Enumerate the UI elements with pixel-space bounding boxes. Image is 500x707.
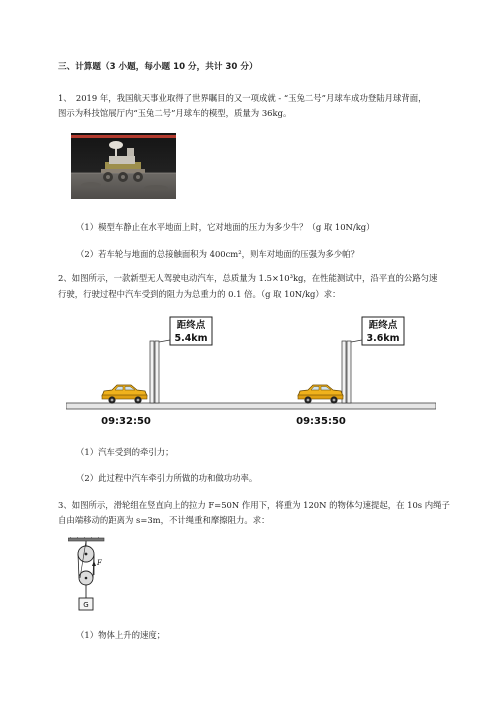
section-title: 三、计算题（3 小题，每小题 10 分，共计 30 分） [58, 62, 258, 72]
signpost-1 [150, 317, 212, 403]
q1-sub-1: （1）模型车静止在水平地面上时，它对地面的压力为多少牛？（g 取 10N/kg） [76, 222, 375, 232]
force-arrow-icon [92, 561, 96, 566]
weight-label: G [83, 601, 89, 609]
q2-line-1: 2、如图所示，一款新型无人驾驶电动汽车，总质量为 1.5×10³kg，在性能测试中，沿平直的公路匀速 [58, 273, 438, 283]
force-label: F [97, 559, 102, 567]
sign-1-label: 距终点 [176, 320, 206, 331]
q1-line-1: 1、 2019 年，我国航天事业取得了世界瞩目的又一项成就 - “玉兔二号”月球车成功登陆月球背面， [58, 93, 427, 103]
q1-sub-2: （2）若车轮与地面的总接触面积为 400cm²，则车对地面的压强为多少帕？ [76, 249, 359, 259]
q1-line-2: 图示为科技馆展厅内“玉兔二号”月球车的模型，质量为 36kg。 [58, 108, 292, 118]
q2-sub-1: （1）汽车受到的牵引力； [76, 447, 174, 457]
q3-sub-1: （1）物体上升的速度； [76, 630, 166, 640]
q3-line-1: 3、如图所示，滑轮组在竖直向上的拉力 F=50N 作用下，将重为 120N 的物体匀速提起，在 10s 内绳子 [58, 500, 450, 510]
q2-line-2: 行驶，行驶过程中汽车受到的阻力为总重力的 0.1 倍。（g 取 10N/kg）求： [58, 289, 341, 299]
sign-2-distance: 3.6km [366, 333, 400, 344]
car-2 [298, 385, 343, 404]
q2-sub-2: （2）此过程中汽车牵引力所做的功和做功功率。 [76, 473, 258, 483]
q3-line-2: 自由端移动的距离为 s=3m，不计绳重和摩擦阻力。求： [58, 515, 270, 525]
car-1 [102, 385, 147, 404]
pulley-diagram [68, 537, 108, 615]
time-1: 09:32:50 [101, 416, 151, 427]
rover-model-photo [71, 133, 176, 199]
time-2: 09:35:50 [296, 416, 346, 427]
sign-2-label: 距终点 [368, 320, 398, 331]
road-diagram [66, 312, 436, 432]
signpost-2 [342, 317, 404, 403]
sign-1-distance: 5.4km [174, 333, 208, 344]
